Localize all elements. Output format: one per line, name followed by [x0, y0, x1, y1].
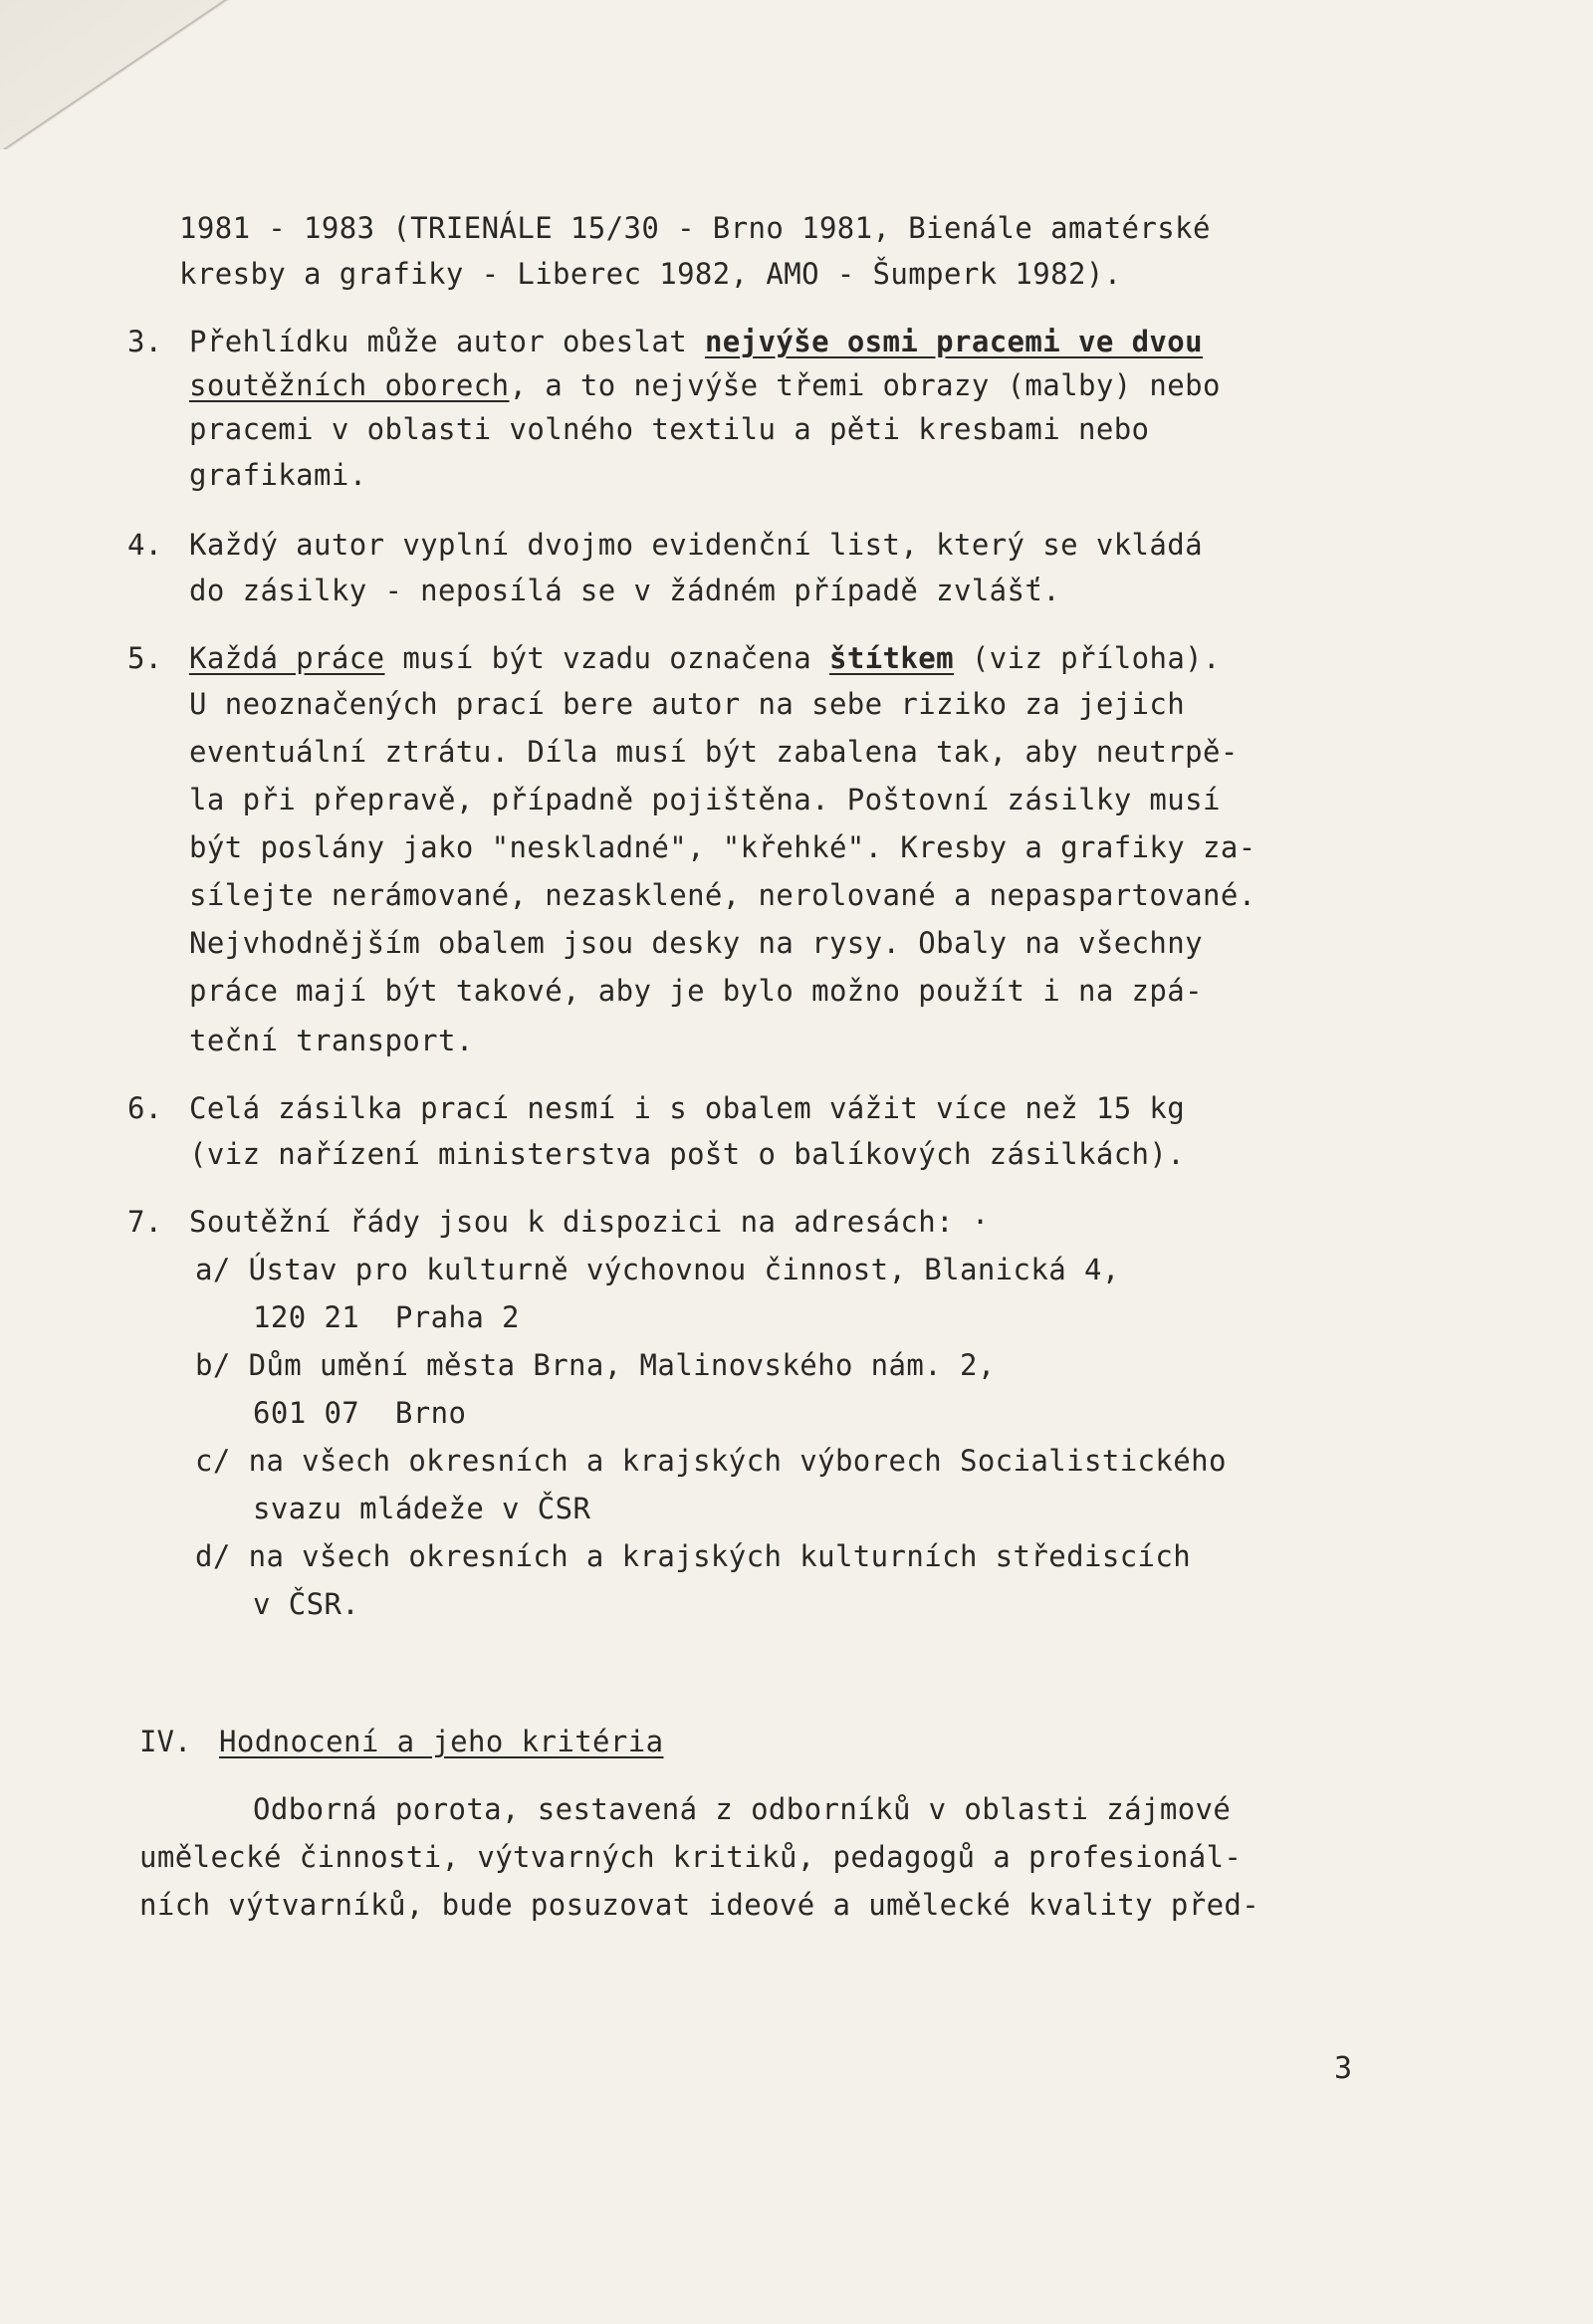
section-4-title: Hodnocení a jeho kritéria: [219, 1725, 664, 1758]
address-b-line-2: 601 07 Brno: [253, 1396, 467, 1430]
item-3-underline-fields: soutěžních oborech: [189, 368, 510, 402]
item-6-line-1: Celá zásilka prací nesmí i s obalem vážit více než 15 kg: [189, 1091, 1186, 1125]
item-6-number: 6.: [127, 1091, 162, 1125]
page-number: 3: [1334, 2051, 1353, 2086]
item-5-underline-each-work: Každá práce: [189, 641, 385, 675]
item-5-underline-label: štítkem: [828, 641, 954, 675]
item-5-line-7: Nejvhodnějším obalem jsou desky na rysy. Obaly na všechny: [189, 926, 1203, 960]
address-c-line-2: svazu mládeže v ČSR: [253, 1492, 591, 1525]
item-3-line-1: [189, 325, 1203, 358]
item-5-line-6: sílejte nerámované, nezasklené, nerolované a nepaspartované.: [189, 878, 1256, 912]
item-5-line-2: U neoznačených prací bere autor na sebe riziko za jejich: [189, 687, 1186, 721]
item-5-text-a: musí být vzadu označena: [384, 641, 829, 675]
item-3-text: Přehlídku může autor obeslat: [189, 325, 705, 358]
address-d-line-2: v ČSR.: [253, 1587, 360, 1621]
item-5-line-9: teční transport.: [189, 1024, 474, 1057]
intro-line-2: kresby a grafiky - Liberec 1982, AMO - Šumperk 1982).: [179, 257, 1122, 291]
section-4-para-line-3: ních výtvarníků, bude posuzovat ideové a umělecké kvality před-: [139, 1888, 1260, 1922]
item-5-number: 5.: [127, 641, 162, 675]
address-d-line-1: d/ na všech okresních a krajských kulturních střediscích: [195, 1539, 1192, 1573]
item-3-text-2: , a to nejvýše třemi obrazy (malby) nebo: [509, 368, 1221, 402]
section-4-para-line-1: Odborná porota, sestavená z odborníků v oblasti zájmové: [253, 1792, 1232, 1826]
folded-corner: [0, 0, 229, 149]
item-3-underline-max-works: nejvýše osmi pracemi ve dvou: [704, 325, 1204, 358]
item-3-number: 3.: [127, 325, 162, 358]
item-5-line-1: [189, 641, 1221, 675]
address-c-line-1: c/ na všech okresních a krajských výborech Socialistického: [195, 1444, 1227, 1478]
item-5-line-5: být poslány jako "neskladné", "křehké". Kresby a grafiky za-: [189, 830, 1256, 864]
item-5-line-4: la při přepravě, případně pojištěna. Poštovní zásilky musí: [189, 783, 1221, 816]
address-b-line-1: b/ Dům umění města Brna, Malinovského nám. 2,: [195, 1348, 996, 1382]
address-a-line-1: a/ Ústav pro kulturně výchovnou činnost, Blanická 4,: [195, 1253, 1120, 1286]
item-3-line-4: grafikami.: [189, 458, 367, 492]
item-6-line-2: (viz nařízení ministerstva pošt o balíkových zásilkách).: [189, 1137, 1186, 1171]
address-a-line-2: 120 21 Praha 2: [253, 1300, 520, 1334]
item-7-number: 7.: [127, 1205, 162, 1239]
item-4-line-2: do zásilky - neposílá se v žádném případě zvlášť.: [189, 574, 1061, 607]
item-7-line-1: Soutěžní řády jsou k dispozici na adresách: ·: [189, 1205, 990, 1239]
section-4-number: IV.: [139, 1725, 192, 1758]
item-5-line-3: eventuální ztrátu. Díla musí být zabalena tak, aby neutrpě-: [189, 735, 1239, 769]
item-3-line-2: [189, 368, 1221, 402]
item-5-line-8: práce mají být takové, aby je bylo možno použít i na zpá-: [189, 974, 1203, 1008]
item-5-text-b: (viz příloha).: [954, 641, 1221, 675]
item-3-line-3: pracemi v oblasti volného textilu a pěti kresbami nebo: [189, 412, 1150, 446]
section-4-para-line-2: umělecké činnosti, výtvarných kritiků, pedagogů a profesionál-: [139, 1840, 1243, 1874]
item-4-line-1: Každý autor vyplní dvojmo evidenční list, který se vkládá: [189, 528, 1203, 562]
intro-line-1: 1981 - 1983 (TRIENÁLE 15/30 - Brno 1981, Bienále amatérské: [179, 211, 1211, 245]
item-4-number: 4.: [127, 528, 162, 562]
